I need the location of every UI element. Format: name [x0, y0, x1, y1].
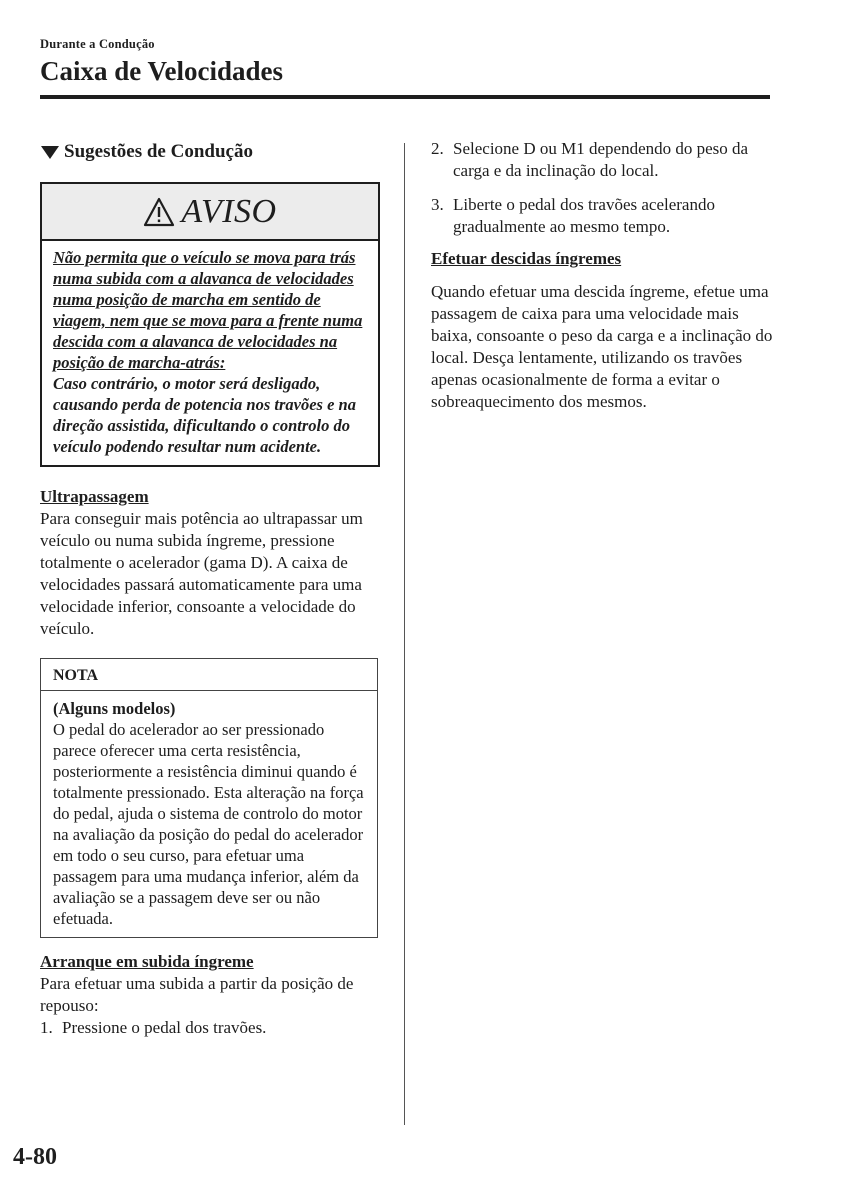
list-number: 2.	[431, 139, 444, 158]
descents-text: Quando efetuar uma descida íngreme, efetue uma passagem de caixa para uma velocidade mais baixa, consoante o peso da carga e a inclinação do local. Desça lentamente, utilizando os travões apenas ocasionalmente de forma a evitar o sobreaquecimento dos mesmos.	[431, 282, 773, 411]
list-item	[431, 138, 781, 182]
page-title: Caixa de Velocidades	[40, 56, 284, 86]
warning-body	[42, 241, 378, 465]
list-text: Liberte o pedal dos travões acelerando gradualmente ao mesmo tempo.	[453, 195, 715, 236]
breadcrumb: Durante a Condução	[40, 37, 155, 51]
list-number: 1.	[40, 1018, 53, 1037]
triangle-down-icon	[41, 146, 59, 159]
descents-heading: Efetuar descidas íngremes	[431, 249, 622, 268]
hill-start-text: Para efetuar uma subida a partir da posição de repouso:	[40, 974, 354, 1015]
warning-box	[40, 182, 380, 467]
section-heading-label: Sugestões de Condução	[64, 141, 253, 162]
section-heading	[40, 138, 380, 166]
warning-triangle-icon	[143, 197, 175, 227]
left-column	[40, 138, 380, 1039]
right-column	[431, 138, 781, 413]
note-subtitle: (Alguns modelos)	[53, 699, 176, 718]
list-item	[431, 194, 781, 238]
note-box	[40, 658, 378, 938]
note-header: NOTA	[41, 659, 377, 691]
note-body	[41, 691, 377, 937]
warning-header	[42, 184, 378, 241]
note-text: O pedal do acelerador ao ser pressionado parece oferecer uma certa resistência, posteriormente a resistência diminui quando é totalmente pressionado. Esta alteração na força do pedal, ajuda o sistema de controlo do motor na avaliação da posição do pedal do acelerador em todo o seu curso, para efetuar uma passagem para uma mudança inferior, além da avaliação se a passagem deve ser ou não efetuada.	[53, 720, 364, 928]
warning-title: AVISO	[181, 192, 277, 230]
overtaking-heading: Ultrapassagem	[40, 487, 149, 506]
column-divider	[404, 143, 405, 1125]
list-number: 3.	[431, 195, 444, 214]
hill-start-heading: Arranque em subida íngreme	[40, 952, 254, 971]
page-number: 4-80	[13, 1144, 57, 1170]
list-item	[40, 1017, 380, 1039]
title-rule	[40, 95, 770, 99]
list-text: Pressione o pedal dos travões.	[62, 1018, 267, 1037]
warning-emphasis: Não permita que o veículo se mova para trás numa subida com a alavanca de velocidades numa posição de marcha em sentido de viagem, nem que se mova para a frente numa descida com a alavanca de velocidades na posição de marcha-atrás:	[53, 248, 363, 372]
overtaking-text: Para conseguir mais potência ao ultrapassar um veículo ou numa subida íngreme, pressione totalmente o acelerador (gama D). A caixa de velocidades passará automaticamente para uma velocidade inferior, consoante a velocidade do veículo.	[40, 509, 363, 638]
warning-text: Caso contrário, o motor será desligado, causando perda de potencia nos travões e na direção assistida, dificultando o controlo do veículo podendo resultar num acidente.	[53, 374, 356, 456]
list-text: Selecione D ou M1 dependendo do peso da carga e da inclinação do local.	[453, 139, 749, 180]
